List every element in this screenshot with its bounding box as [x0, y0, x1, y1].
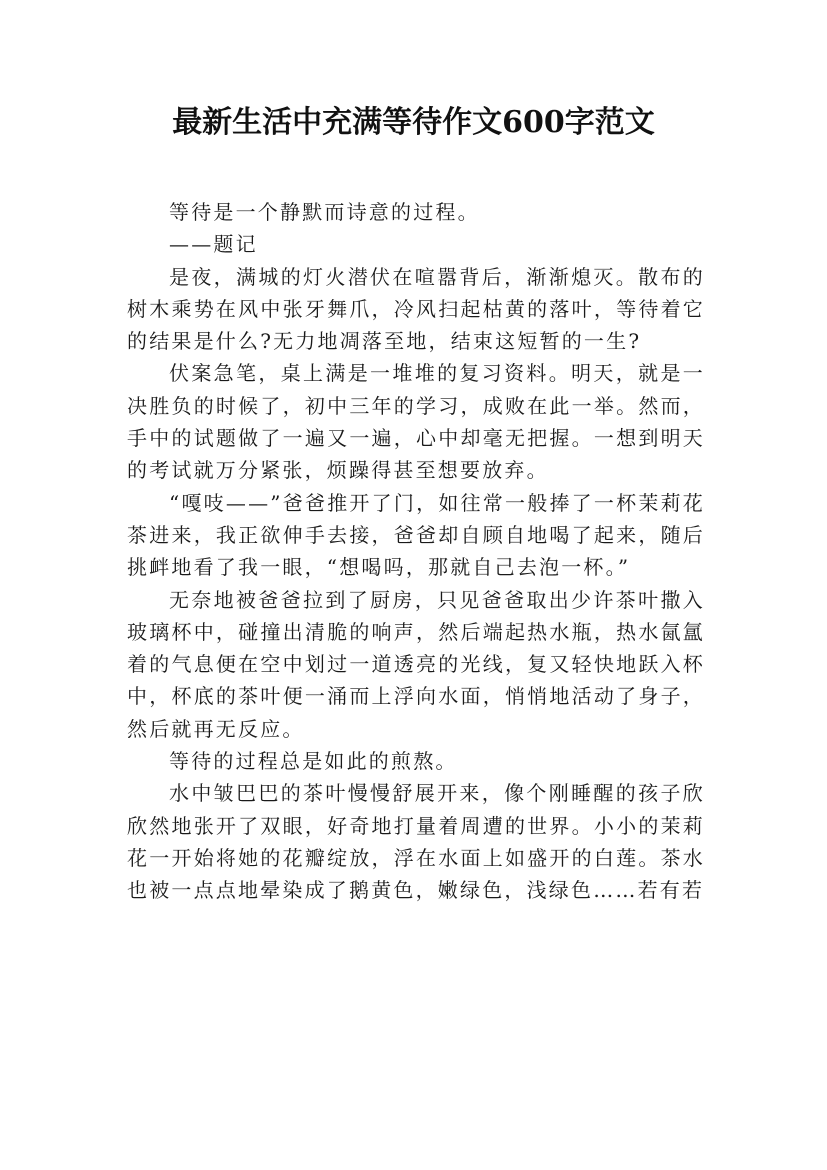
- paragraph: 无奈地被爸爸拉到了厨房，只见爸爸取出少许茶叶撒入玻璃杯中，碰撞出清脆的响声，然后端起热水瓶，热水氤氲着的气息便在空中划过一道透亮的光线，复又轻快地跃入杯中，杯底的茶叶便一涌而上浮向水面，悄悄地活动了身子，然后就再无反应。: [127, 587, 705, 741]
- paragraph: 等待的过程总是如此的煎熬。: [169, 749, 458, 774]
- document-title: 最新生活中充满等待作文600字范文: [172, 105, 655, 140]
- paragraph: 等待是一个静默而诗意的过程。: [169, 200, 480, 224]
- paragraph: 水中皱巴巴的茶叶慢慢舒展开来，像个刚睡醒的孩子欣欣然地张开了双眼，好奇地打量着周遭的世界。小小的茉莉花一开始将她的花瓣绽放，浮在水面上如盛开的白莲。茶水也被一点点地晕染成了鹅黄色，嫩绿色，浅绿色……若有若: [127, 781, 705, 903]
- paragraph: 是夜，满城的灯火潜伏在喧嚣背后，渐渐熄灭。散布的树木乘势在风中张牙舞爪，冷风扫起枯黄的落叶，等待着它的结果是什么?无力地凋落至地，结束这短暂的一生?: [127, 264, 705, 354]
- paragraph: ——题记: [169, 232, 258, 257]
- document-body: [127, 196, 705, 907]
- paragraph: 伏案急笔，桌上满是一堆堆的复习资料。明天，就是一决胜负的时候了，初中三年的学习，成败在此一举。然而，手中的试题做了一遍又一遍，心中却毫无把握。一想到明天的考试就万分紧张，烦躁得甚至想要放弃。: [127, 361, 705, 483]
- paragraph: “嘎吱——”爸爸推开了门，如往常一般捧了一杯茉莉花茶进来，我正欲伸手去接，爸爸却自顾自地喝了起来，随后挑衅地看了我一眼，“想喝吗，那就自己去泡一杯。”: [127, 490, 705, 580]
